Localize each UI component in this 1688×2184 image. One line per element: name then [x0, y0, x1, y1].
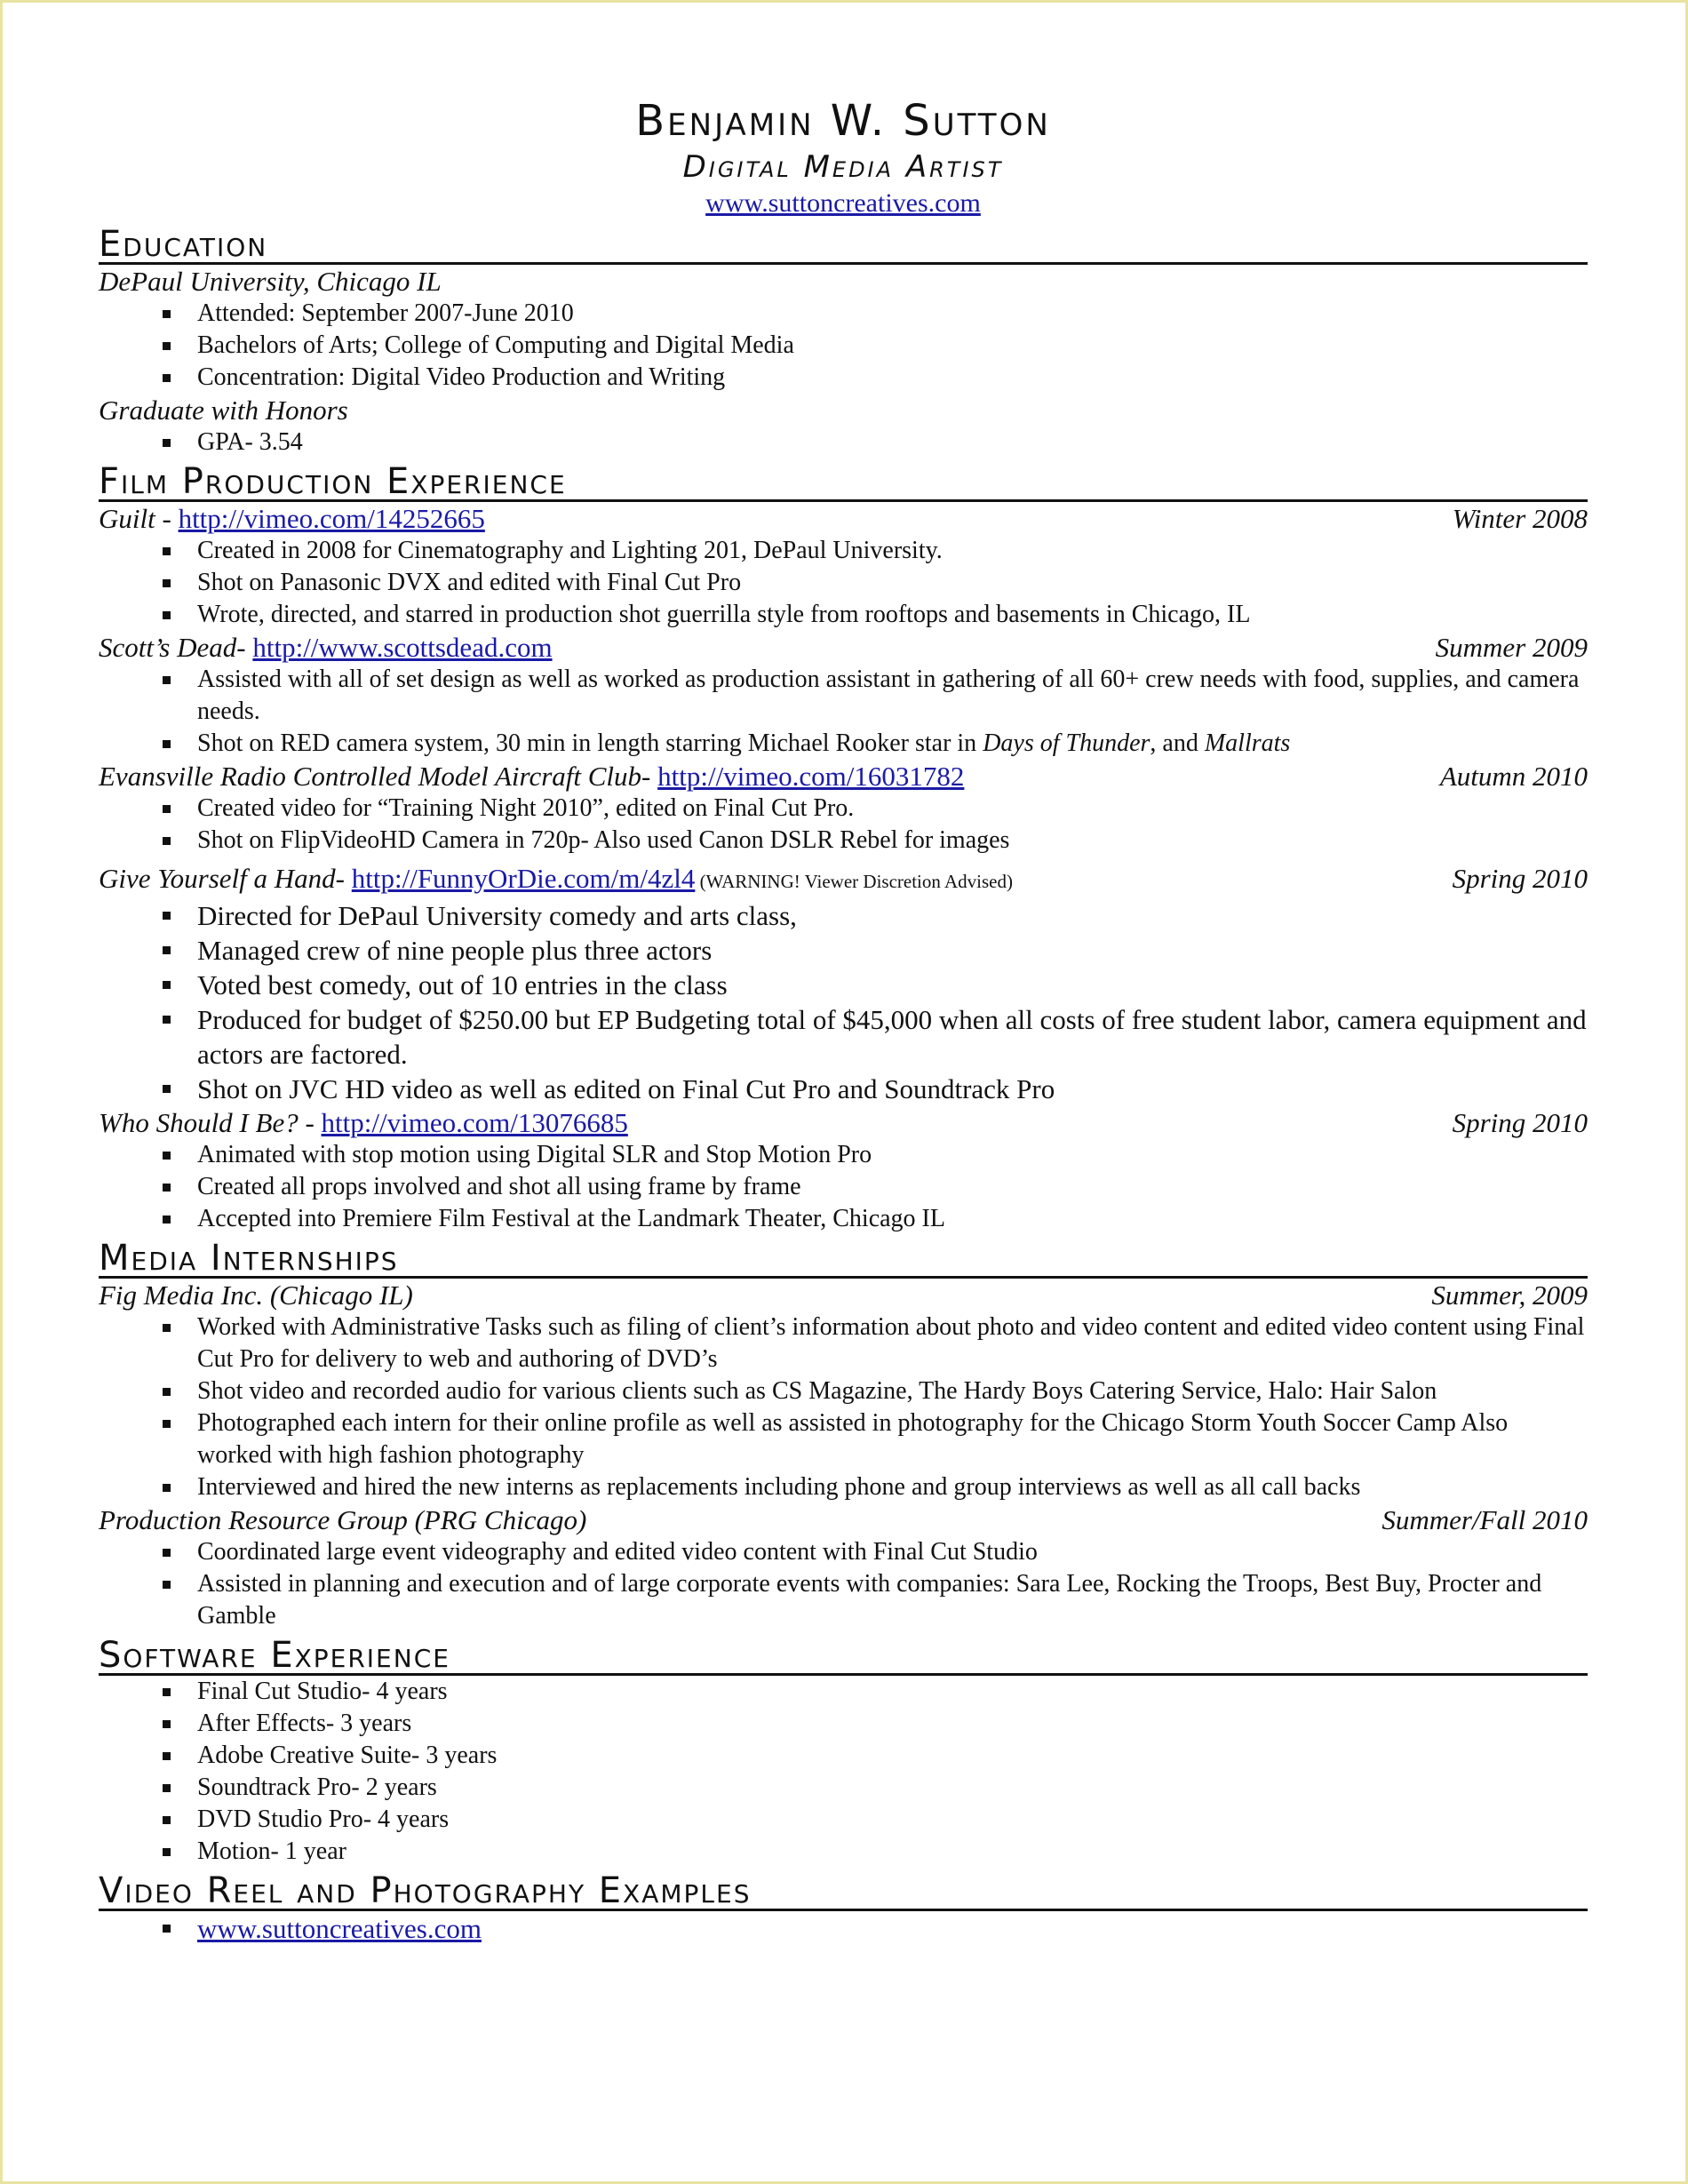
- section-education-title: Education: [99, 221, 1588, 265]
- section-software-title: Software Experience: [99, 1632, 1588, 1676]
- internship-bullets: [99, 1311, 1588, 1503]
- list-item: Shot on Panasonic DVX and edited with Final Cut Pro: [99, 567, 1588, 599]
- section-internships-title: Media Internships: [99, 1235, 1588, 1279]
- list-item: [99, 728, 1588, 760]
- bullet-text: , and: [1150, 729, 1205, 757]
- resume-header: [99, 93, 1588, 221]
- film-bullets: [99, 793, 1588, 857]
- list-item: Managed crew of nine people plus three actors: [99, 933, 1588, 968]
- internship-date: Summer, 2009: [1431, 1279, 1588, 1311]
- list-item: Accepted into Premiere Film Festival at the Landmark Theater, Chicago IL: [99, 1203, 1588, 1235]
- list-item: Assisted in planning and execution and of large corporate events with companies: Sara Lee, Rocking the Troops, Best Buy, Procter and Gamble: [99, 1568, 1588, 1632]
- film-date: Spring 2010: [1452, 1107, 1588, 1138]
- internship-date: Summer/Fall 2010: [1381, 1504, 1588, 1535]
- list-item: Directed for DePaul University comedy and arts class,: [99, 898, 1588, 933]
- film-title: Give Yourself a Hand-: [99, 863, 352, 894]
- film-date: Autumn 2010: [1439, 761, 1588, 792]
- film-bullets: [99, 1139, 1588, 1235]
- reel-link[interactable]: www.suttoncreatives.com: [197, 1913, 482, 1944]
- movie-title-italic: Mallrats: [1204, 729, 1291, 757]
- list-item: Soundtrack Pro- 2 years: [99, 1772, 1588, 1804]
- education-honors: [99, 394, 1588, 426]
- film-bullets: [99, 664, 1588, 760]
- list-item: Attended: September 2007-June 2010: [99, 298, 1588, 330]
- movie-title-italic: Days of Thunder: [983, 729, 1151, 757]
- list-item: Voted best comedy, out of 10 entries in the class: [99, 968, 1588, 1002]
- resume-page: [99, 93, 1588, 1946]
- list-item: Produced for budget of $250.00 but EP Budgeting total of $45,000 when all costs of free student labor, camera equipment and actors are factored.: [99, 1002, 1588, 1072]
- list-item: Animated with stop motion using Digital SLR and Stop Motion Pro: [99, 1139, 1588, 1171]
- film-entry-heading: [99, 502, 1588, 535]
- list-item: Created in 2008 for Cinematography and Lighting 201, DePaul University.: [99, 535, 1588, 567]
- film-title: Guilt -: [99, 503, 179, 534]
- list-item: Shot on FlipVideoHD Camera in 720p- Also used Canon DSLR Rebel for images: [99, 825, 1588, 857]
- list-item: Bachelors of Arts; College of Computing and Digital Media: [99, 330, 1588, 362]
- film-link[interactable]: http://vimeo.com/16031782: [657, 761, 965, 792]
- list-item: Coordinated large event videography and edited video content with Final Cut Studio: [99, 1536, 1588, 1568]
- list-item: Created all props involved and shot all using frame by frame: [99, 1171, 1588, 1203]
- film-title: Who Should I Be? -: [99, 1107, 322, 1138]
- list-item: Wrote, directed, and starred in production shot guerrilla style from rooftops and basements in Chicago, IL: [99, 599, 1588, 631]
- film-bullets: [99, 535, 1588, 631]
- list-item: Adobe Creative Suite- 3 years: [99, 1740, 1588, 1772]
- film-link[interactable]: http://www.scottsdead.com: [252, 632, 553, 663]
- list-item: Interviewed and hired the new interns as replacements including phone and group interviews as well as all call backs: [99, 1471, 1588, 1503]
- internship-heading: [99, 1279, 1588, 1311]
- viewer-warning: (WARNING! Viewer Discretion Advised): [695, 871, 1013, 892]
- film-bullets: [99, 898, 1588, 1106]
- film-link[interactable]: http://vimeo.com/14252665: [178, 503, 485, 534]
- education-bullets: [99, 298, 1588, 394]
- internship-company: Fig Media Inc. (Chicago IL): [99, 1279, 413, 1311]
- honors-label: Graduate with Honors: [99, 395, 348, 426]
- candidate-subtitle: Digital Media Artist: [682, 149, 1004, 185]
- honors-bullets: [99, 426, 1588, 458]
- list-item: Concentration: Digital Video Production and Writing: [99, 362, 1588, 394]
- list-item: [99, 1911, 1588, 1946]
- internship-heading: [99, 1503, 1588, 1536]
- film-entry-heading: [99, 760, 1588, 793]
- film-link[interactable]: http://FunnyOrDie.com/m/4zl4: [351, 863, 696, 894]
- film-date: Summer 2009: [1435, 632, 1588, 663]
- bullet-text: Shot on RED camera system, 30 min in length starring Michael Rooker star in: [197, 729, 983, 757]
- candidate-name: Benjamin W. Sutton: [635, 96, 1051, 146]
- list-item: After Effects- 3 years: [99, 1708, 1588, 1740]
- list-item: Assisted with all of set design as well as worked as production assistant in gathering of all 60+ crew needs with food, supplies, and camera needs.: [99, 664, 1588, 728]
- film-link[interactable]: http://vimeo.com/13076685: [321, 1107, 628, 1138]
- film-entry-heading: [99, 631, 1588, 664]
- education-school: [99, 265, 1588, 298]
- internship-company: Production Resource Group (PRG Chicago): [99, 1504, 587, 1535]
- school-name: DePaul University, Chicago IL: [99, 266, 442, 297]
- list-item: GPA- 3.54: [99, 426, 1588, 458]
- film-title: Evansville Radio Controlled Model Aircraft Club-: [99, 761, 658, 792]
- film-entry-heading: [99, 862, 1588, 898]
- website-link[interactable]: www.suttoncreatives.com: [705, 188, 981, 218]
- list-item: Created video for “Training Night 2010”, edited on Final Cut Pro.: [99, 793, 1588, 825]
- list-item: Motion- 1 year: [99, 1836, 1588, 1868]
- list-item: DVD Studio Pro- 4 years: [99, 1804, 1588, 1836]
- film-title: Scott’s Dead-: [99, 632, 253, 663]
- list-item: Shot on JVC HD video as well as edited on Final Cut Pro and Soundtrack Pro: [99, 1072, 1588, 1106]
- section-film-title: Film Production Experience: [99, 458, 1588, 502]
- film-entry-heading: [99, 1106, 1588, 1139]
- section-reel-title: Video Reel and Photography Examples: [99, 1868, 1588, 1911]
- list-item: Shot video and recorded audio for various clients such as CS Magazine, The Hardy Boys Catering Service, Halo: Hair Salon: [99, 1375, 1588, 1407]
- list-item: Final Cut Studio- 4 years: [99, 1676, 1588, 1708]
- film-date: Winter 2008: [1452, 503, 1588, 534]
- film-date: Spring 2010: [1452, 863, 1588, 894]
- reel-bullets: [99, 1911, 1588, 1946]
- list-item: Worked with Administrative Tasks such as filing of client’s information about photo and video content and edited video content using Final Cut Pro for delivery to web and authoring of DVD’s: [99, 1311, 1588, 1375]
- software-bullets: [99, 1676, 1588, 1868]
- internship-bullets: [99, 1536, 1588, 1632]
- list-item: Photographed each intern for their online profile as well as assisted in photography for the Chicago Storm Youth Soccer Camp Also worked with high fashion photography: [99, 1407, 1588, 1471]
